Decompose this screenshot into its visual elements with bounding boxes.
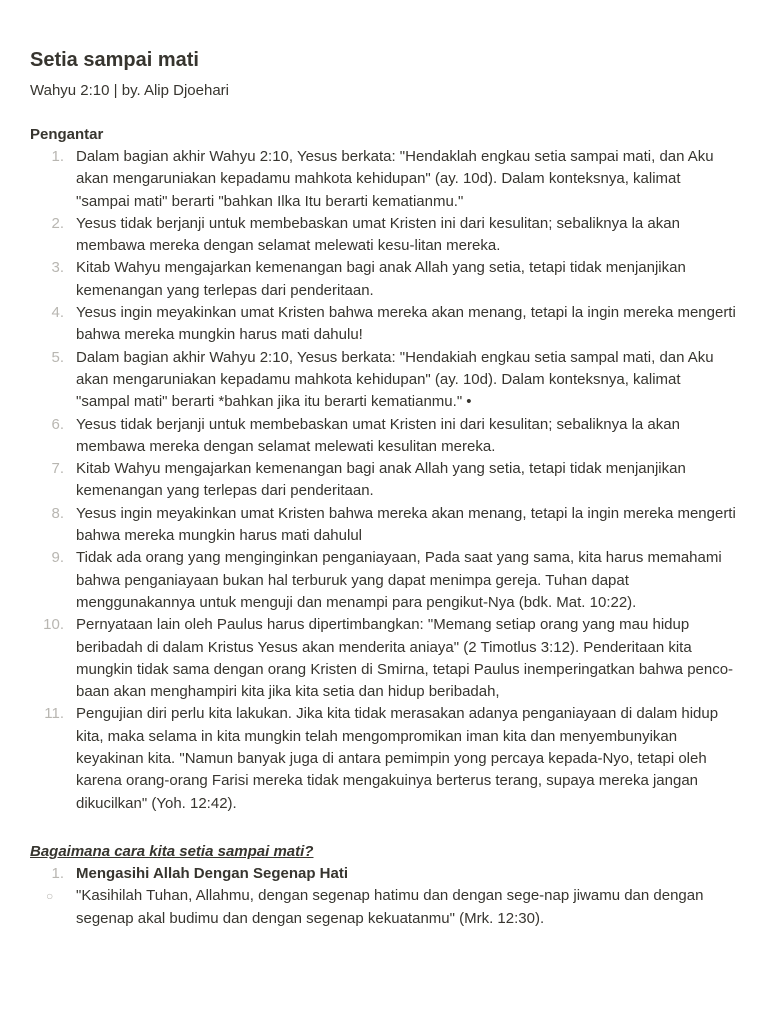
list-number: 1. bbox=[51, 864, 64, 882]
section-heading-how: Bagaimana cara kita setia sampai mati? bbox=[30, 842, 314, 860]
list-item bbox=[30, 257, 738, 302]
list-item-text: Tidak ada orang yang menginginkan penganiayaan, Pada saat yang sama, kita harus memahami bahwa penganiayaan bukan hal terburuk yang dapat menimpa gereja. Tuhan dapat menggunakannya untuk menguji dan menampi para pengikut-Nya (bdk. Mat. 10:22). bbox=[76, 549, 722, 611]
list-item-text: Yesus ingin meyakinkan umat Kristen bahwa mereka akan menang, tetapi la ingin mereka mengerti bahwa mereka mungkin harus mati dahulul bbox=[76, 504, 736, 545]
list-item-text: Dalam bagian akhir Wahyu 2:10, Yesus berkata: "Hendaklah engkau setia sampai mati, dan Aku akan mengaruniakan kepadamu mahkota kehidupan" (ay. 10d). Dalam konteksnya, kalimat "sampai mati" berarti "bahkan Ilka Itu berarti kematianmu." bbox=[76, 148, 714, 210]
list-number: 5. bbox=[51, 348, 64, 366]
list-number: 6. bbox=[51, 415, 64, 433]
list-item bbox=[30, 503, 738, 548]
list-item bbox=[30, 414, 738, 459]
page-title: Setia sampai mati bbox=[30, 49, 199, 71]
list-item-text: Pernyataan lain oleh Paulus harus dipertimbangkan: "Memang setiap orang yang mau hidup beribadah di dalam Kristus Yesus akan menderita aniaya" (2 Timotlus 3:12). Penderitaan kita mungkin tidak sama dengan orang Kristen di Smirna, tetapi Paulus inemperingatkan bahwa penco-baan akan menghampiri kita jika kita setia dan hidup beribadah, bbox=[76, 616, 734, 701]
list-item-text: Pengujian diri perlu kita lakukan. Jika kita tidak merasakan adanya penganiayaan di dalam hidup kita, maka selama in kita mungkin telah mengompromikan iman kita dan menyembunyikan keyakinan kita. "Namun banyak juga di antara pemimpin yong percaya kepada-Nyo, tetapi oleh karena orang-orang Farisi mereka tidak mengakuinya berterus terang, supaya mereka jangan dikucilkan" (Yoh. 12:42). bbox=[76, 705, 719, 812]
list-item bbox=[30, 146, 738, 213]
list-number: 8. bbox=[51, 504, 64, 522]
section-heading-pengantar: Pengantar bbox=[30, 126, 104, 143]
list-number: 4. bbox=[51, 304, 64, 322]
list-number: 2. bbox=[51, 214, 64, 232]
page-subtitle: Wahyu 2:10 | by. Alip Djoehari bbox=[30, 82, 229, 99]
list-item bbox=[30, 863, 738, 885]
list-number: 3. bbox=[51, 259, 64, 277]
list-item bbox=[30, 703, 738, 814]
list-item bbox=[30, 213, 738, 258]
list-item-text: Yesus tidak berjanji untuk membebaskan umat Kristen ini dari kesulitan; sebaliknya la akan membawa mereka dengan selamat melewati kesulitan mereka. bbox=[76, 415, 680, 455]
list-item bbox=[30, 302, 738, 347]
list-item bbox=[30, 547, 738, 614]
list-number: 11. bbox=[44, 705, 64, 723]
list-number: 9. bbox=[51, 549, 64, 567]
list-number: 10. bbox=[43, 616, 64, 634]
list-item-text: Dalam bagian akhir Wahyu 2:10, Yesus berkata: "Hendakiah engkau setia sampal mati, dan Aku akan mengaruniakan kepadamu mahkota kehidupan" (ay. 10d). Dalam konteksnya, kalimat "sampal mati" berarti *bahkan jika itu berarti kematianmu." • bbox=[76, 348, 714, 411]
list-item-text: Kitab Wahyu mengajarkan kemenangan bagi anak Allah yang setia, tetapi tidak menjanjikan kemenangan yang terlepas dari penderitaan. bbox=[76, 259, 686, 299]
how-list bbox=[30, 863, 738, 885]
list-number: 7. bbox=[51, 460, 64, 478]
list-item-text: Kitab Wahyu mengajarkan kemenangan bagi anak Allah yang setia, tetapi tidak menjanjikan kemenangan yang terlepas dari penderitaan. bbox=[76, 460, 686, 500]
sub-list-item-text: "Kasihilah Tuhan, Allahmu, dengan segenap hatimu dan dengan sege-nap jiwamu dan dengan segenap akal budimu dan dengan segenap kekuatanmu" (Mrk. 12:30). bbox=[76, 887, 704, 927]
list-number: 1. bbox=[51, 148, 64, 165]
list-item bbox=[30, 347, 738, 414]
list-item bbox=[30, 458, 738, 503]
list-item-title: Mengasihi Allah Dengan Segenap Hati bbox=[76, 864, 348, 882]
pengantar-list bbox=[30, 146, 738, 815]
sub-list-item bbox=[30, 885, 738, 930]
sub-bullet-list bbox=[30, 885, 738, 930]
hollow-circle-bullet-icon: ○ bbox=[46, 889, 54, 904]
list-item bbox=[30, 614, 738, 703]
list-item-text: Yesus tidak berjanji untuk membebaskan umat Kristen ini dari kesulitan; sebaliknya la akan membawa mereka dengan selamat melewati kesu-litan mereka. bbox=[76, 214, 680, 255]
list-item-text: Yesus ingin meyakinkan umat Kristen bahwa mereka akan menang, tetapi la ingin mereka mengerti bahwa mereka mungkin harus mati dahulu! bbox=[76, 304, 736, 344]
